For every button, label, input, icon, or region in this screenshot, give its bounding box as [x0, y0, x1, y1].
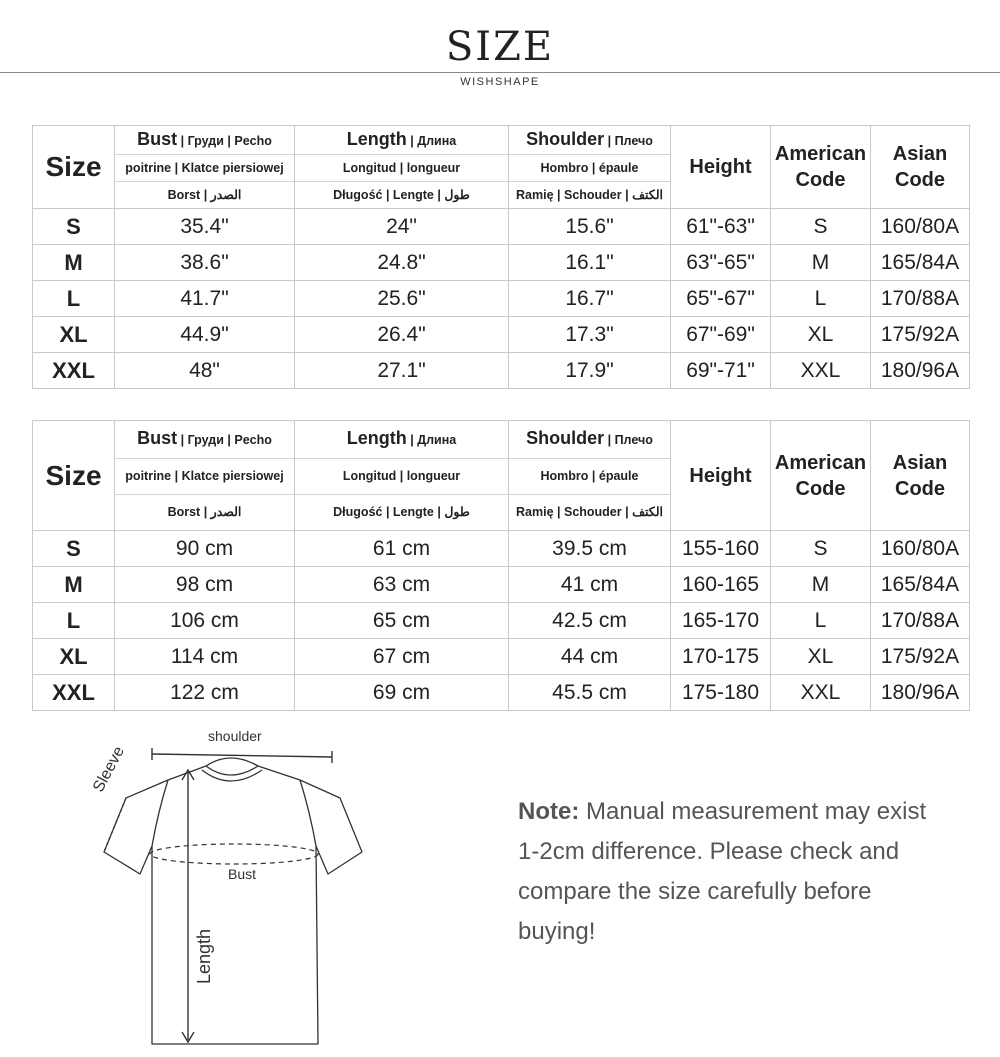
- header-american-code: American Code: [771, 126, 871, 209]
- length-cell: 63 cm: [295, 567, 509, 603]
- length-cell: 24.8": [295, 245, 509, 281]
- table-row: [33, 353, 970, 389]
- size-cell: XXL: [33, 675, 115, 711]
- note-label: Note:: [518, 798, 580, 825]
- asian-code-cell: 160/80A: [871, 209, 970, 245]
- table-row: [33, 281, 970, 317]
- asian-code-cell: 180/96A: [871, 353, 970, 389]
- american-code-cell: L: [771, 281, 871, 317]
- asian-code-cell: 180/96A: [871, 675, 970, 711]
- table-row: [33, 675, 970, 711]
- size-cell: L: [33, 281, 115, 317]
- height-cell: 63"-65": [671, 245, 771, 281]
- american-code-cell: M: [771, 567, 871, 603]
- american-code-cell: XXL: [771, 353, 871, 389]
- shoulder-cell: 42.5 cm: [509, 603, 671, 639]
- american-code-cell: XXL: [771, 675, 871, 711]
- shoulder-cell: 17.9": [509, 353, 671, 389]
- measurement-diagram: [80, 722, 370, 1052]
- header-asian-code: Asian Code: [871, 421, 970, 531]
- height-cell: 160-165: [671, 567, 771, 603]
- american-code-cell: S: [771, 531, 871, 567]
- length-cell: 26.4": [295, 317, 509, 353]
- american-code-cell: M: [771, 245, 871, 281]
- height-cell: 65"-67": [671, 281, 771, 317]
- header-asian-code: Asian Code: [871, 126, 970, 209]
- header-size: Size: [33, 126, 115, 209]
- shoulder-cell: 41 cm: [509, 567, 671, 603]
- table-row: [33, 531, 970, 567]
- bust-label: Bust: [228, 866, 257, 882]
- bust-cell: 35.4": [115, 209, 295, 245]
- size-cell: S: [33, 209, 115, 245]
- shoulder-cell: 16.7": [509, 281, 671, 317]
- bust-cell: 44.9": [115, 317, 295, 353]
- height-cell: 175-180: [671, 675, 771, 711]
- table-header-row: [33, 126, 970, 209]
- asian-code-cell: 165/84A: [871, 567, 970, 603]
- tshirt-icon: [80, 722, 370, 1052]
- sleeve-label: Sleeve: [90, 743, 128, 795]
- table-row: [33, 567, 970, 603]
- bust-cell: 48": [115, 353, 295, 389]
- height-cell: 170-175: [671, 639, 771, 675]
- height-cell: 67"-69": [671, 317, 771, 353]
- height-cell: 69"-71": [671, 353, 771, 389]
- size-cell: L: [33, 603, 115, 639]
- size-cell: XL: [33, 317, 115, 353]
- bust-cell: 106 cm: [115, 603, 295, 639]
- length-cell: 61 cm: [295, 531, 509, 567]
- asian-code-cell: 170/88A: [871, 281, 970, 317]
- size-table-inches: [32, 125, 970, 389]
- table-row: [33, 209, 970, 245]
- header-height: Height: [671, 126, 771, 209]
- header-shoulder: Shoulder | Плечо Hombro | épaule Ramię | Schouder | الكتف: [509, 421, 671, 531]
- bust-cell: 114 cm: [115, 639, 295, 675]
- size-cell: XXL: [33, 353, 115, 389]
- height-cell: 61"-63": [671, 209, 771, 245]
- bust-cell: 122 cm: [115, 675, 295, 711]
- american-code-cell: XL: [771, 317, 871, 353]
- brand-subtitle: WISHSHAPE: [460, 76, 540, 88]
- table-row: [33, 639, 970, 675]
- length-cell: 69 cm: [295, 675, 509, 711]
- header-american-code: American Code: [771, 421, 871, 531]
- table-row: [33, 245, 970, 281]
- shoulder-cell: 39.5 cm: [509, 531, 671, 567]
- length-cell: 27.1": [295, 353, 509, 389]
- size-cell: S: [33, 531, 115, 567]
- shoulder-cell: 45.5 cm: [509, 675, 671, 711]
- american-code-cell: S: [771, 209, 871, 245]
- header-divider: [0, 72, 1000, 73]
- size-cell: M: [33, 567, 115, 603]
- shoulder-cell: 15.6": [509, 209, 671, 245]
- asian-code-cell: 175/92A: [871, 317, 970, 353]
- bust-cell: 38.6": [115, 245, 295, 281]
- asian-code-cell: 175/92A: [871, 639, 970, 675]
- table-row: [33, 317, 970, 353]
- shoulder-cell: 16.1": [509, 245, 671, 281]
- bust-cell: 41.7": [115, 281, 295, 317]
- header-bust: Bust | Груди | Pecho poitrine | Klatce piersiowej Borst | الصدر: [115, 421, 295, 531]
- header-height: Height: [671, 421, 771, 531]
- page-title: SIZE: [445, 24, 555, 70]
- header-size: Size: [33, 421, 115, 531]
- measurement-note: [518, 792, 938, 952]
- length-cell: 65 cm: [295, 603, 509, 639]
- size-table-cm: [32, 420, 970, 711]
- header-shoulder: Shoulder | Плечо Hombro | épaule Ramię | Schouder | الكتف: [509, 126, 671, 209]
- size-cell: M: [33, 245, 115, 281]
- height-cell: 155-160: [671, 531, 771, 567]
- asian-code-cell: 160/80A: [871, 531, 970, 567]
- table-header-row: [33, 421, 970, 531]
- bust-cell: 90 cm: [115, 531, 295, 567]
- table-row: [33, 603, 970, 639]
- page-header: [0, 24, 1000, 94]
- header-bust: Bust | Груди | Pecho poitrine | Klatce piersiowej Borst | الصدر: [115, 126, 295, 209]
- american-code-cell: L: [771, 603, 871, 639]
- asian-code-cell: 170/88A: [871, 603, 970, 639]
- size-cell: XL: [33, 639, 115, 675]
- bust-cell: 98 cm: [115, 567, 295, 603]
- header-length: Length | Длина Longitud | longueur Długość | Lengte | طول: [295, 126, 509, 209]
- shoulder-cell: 44 cm: [509, 639, 671, 675]
- shoulder-cell: 17.3": [509, 317, 671, 353]
- height-cell: 165-170: [671, 603, 771, 639]
- note-text: Manual measurement may exist 1-2cm difference. Please check and compare the size carefully before buying!: [518, 798, 927, 945]
- asian-code-cell: 165/84A: [871, 245, 970, 281]
- length-cell: 25.6": [295, 281, 509, 317]
- length-cell: 67 cm: [295, 639, 509, 675]
- american-code-cell: XL: [771, 639, 871, 675]
- length-label: Length: [194, 928, 214, 984]
- header-length: Length | Длина Longitud | longueur Długość | Lengte | طول: [295, 421, 509, 531]
- shoulder-label: shoulder: [208, 728, 262, 744]
- length-cell: 24": [295, 209, 509, 245]
